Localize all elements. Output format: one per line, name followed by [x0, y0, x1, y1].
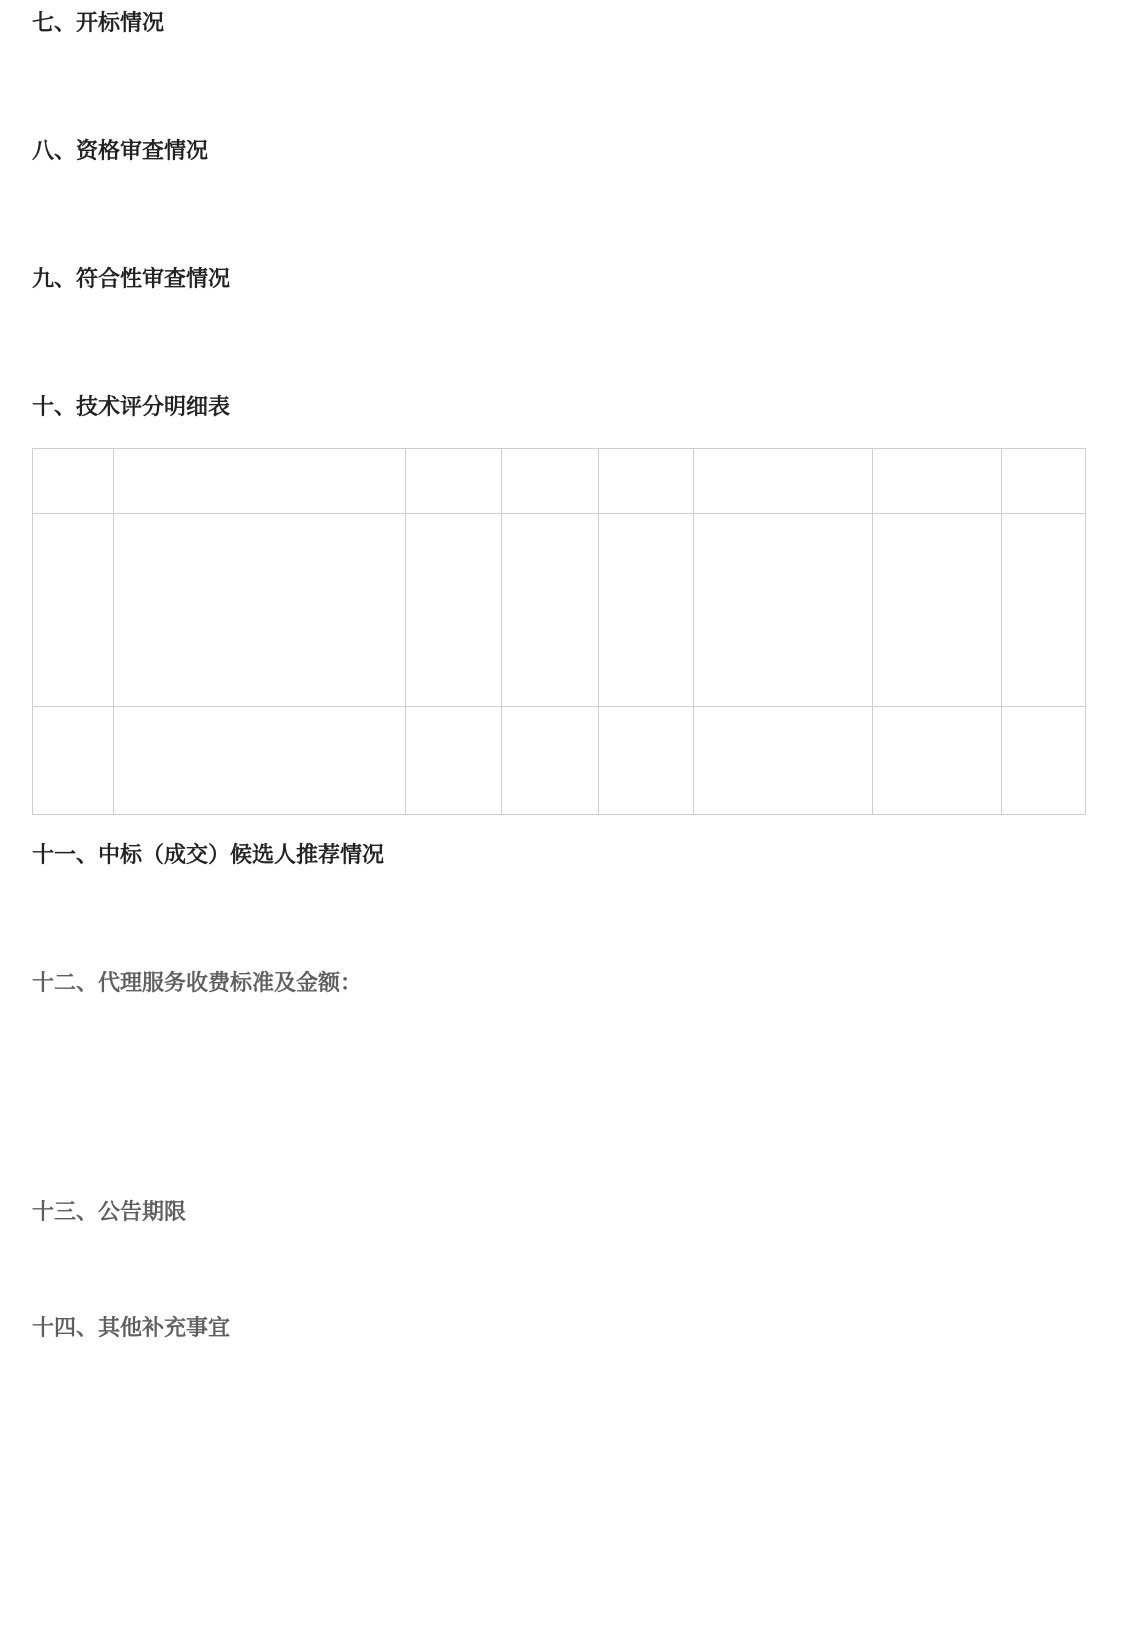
table-cell [872, 707, 1001, 815]
table-cell [598, 449, 693, 514]
table-cell [405, 449, 501, 514]
technical-score-table [32, 448, 1086, 815]
table-cell [113, 707, 405, 815]
section-heading-technical-score: 十、技术评分明细表 [32, 395, 231, 420]
section-heading-qualification-review: 八、资格审查情况 [32, 139, 209, 164]
table-cell [501, 707, 598, 815]
section-heading-compliance-review: 九、符合性审查情况 [32, 267, 231, 292]
table-cell [33, 513, 114, 707]
table-cell [872, 513, 1001, 707]
table-cell [501, 513, 598, 707]
table-cell [598, 707, 693, 815]
table-cell [405, 513, 501, 707]
table-cell [693, 707, 872, 815]
table-cell [113, 513, 405, 707]
table-cell [113, 449, 405, 514]
table-cell [598, 513, 693, 707]
section-heading-notice-period: 十三、公告期限 [32, 1200, 187, 1225]
table-row [33, 707, 1086, 815]
table-cell [33, 449, 114, 514]
table-cell [405, 707, 501, 815]
table-cell [33, 707, 114, 815]
table-cell [872, 449, 1001, 514]
section-heading-opening: 七、开标情况 [32, 11, 165, 36]
table-cell [1002, 707, 1086, 815]
section-heading-candidate-recommendation: 十一、中标（成交）候选人推荐情况 [32, 843, 385, 868]
section-heading-agency-fee: 十二、代理服务收费标准及金额： [32, 971, 363, 996]
table-cell [501, 449, 598, 514]
table-cell [693, 513, 872, 707]
table-cell [1002, 449, 1086, 514]
section-heading-other-matters: 十四、其他补充事宜 [32, 1316, 231, 1341]
table-row [33, 513, 1086, 707]
table-cell [1002, 513, 1086, 707]
table-cell [693, 449, 872, 514]
table-row [33, 449, 1086, 514]
